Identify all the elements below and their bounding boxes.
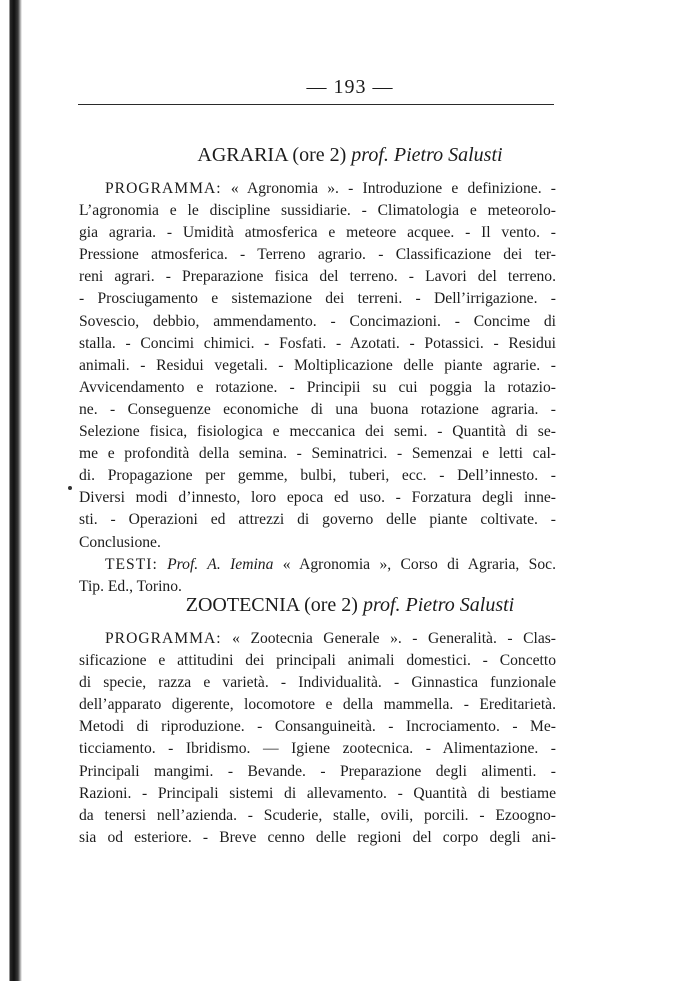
line-text: me e profondità della semina. - Seminatrici. - Semenzai e letti cal- xyxy=(79,445,556,463)
text-line xyxy=(79,783,556,805)
line-text: sti. - Operazioni ed attrezzi di governo delle piante coltivate. - xyxy=(79,511,556,529)
page-number: — 193 — xyxy=(306,76,394,98)
line-text: Tip. Ed., Torino. xyxy=(79,577,182,595)
line-text: Pressione atmosferica. - Terreno agrario. - Classificazione dei ter- xyxy=(79,246,556,264)
section-professor: prof. Pietro Salusti xyxy=(351,144,503,166)
text-line xyxy=(79,487,556,509)
line-text: L’agronomia e le discipline sussidiarie. - Climatologia e meteorolo- xyxy=(79,202,556,220)
line-text: da tenersi nell’azienda. - Scuderie, stalle, ovili, porcili. - Ezoogno- xyxy=(79,806,556,824)
text-line xyxy=(79,421,556,443)
text-line xyxy=(79,355,556,377)
line-text: ticciamento. - Ibridismo. — Igiene zootecnica. - Alimentazione. - xyxy=(79,740,556,758)
line-text: sia od esteriore. - Breve cenno delle regioni del corpo degli ani- xyxy=(79,828,556,846)
line-text: reni agrari. - Preparazione fisica del terreno. - Lavori del terreno. xyxy=(79,268,556,286)
text-line xyxy=(79,178,556,200)
header-rule xyxy=(78,104,554,105)
section-professor: prof. Pietro Salusti xyxy=(362,594,515,616)
author-name: Prof. A. Iemina xyxy=(167,555,274,573)
line-label: PROGRAMMA: xyxy=(105,630,222,647)
text-line xyxy=(79,738,556,760)
line-text: Sovescio, debbio, ammendamento. - Concimazioni. - Concime di xyxy=(79,312,556,330)
line-text: di. Propagazione per gemme, bulbi, tuberi, ecc. - Dell’innesto. - xyxy=(79,467,556,485)
line-text: « Zootecnia Generale ». - Generalità. - Clas- xyxy=(232,630,557,647)
text-line xyxy=(79,672,556,694)
line-text: « Agronomia », Corso di Agraria, Soc. xyxy=(282,555,556,573)
line-text: animali. - Residui vegetali. - Moltiplicazione delle piante agrarie. - xyxy=(79,356,556,374)
text-line xyxy=(79,650,556,672)
section-title-agraria xyxy=(0,144,700,167)
text-line xyxy=(79,266,556,288)
text-line xyxy=(79,333,556,355)
line-text: ne. - Conseguenze economiche di una buona rotazione agraria. - xyxy=(79,400,556,418)
line-text: Metodi di riproduzione. - Consanguineità. - Incrociamento. - Me- xyxy=(79,718,556,736)
section-body-zootecnia xyxy=(79,628,556,849)
text-line xyxy=(79,827,556,849)
text-line xyxy=(79,716,556,738)
text-line xyxy=(79,805,556,827)
section-body-agraria xyxy=(79,178,556,598)
line-label: PROGRAMMA: xyxy=(105,180,222,197)
line-text: dell’apparato digerente, locomotore e della mammella. - Ereditarietà. xyxy=(79,696,556,714)
text-line xyxy=(79,694,556,716)
line-text: Diversi modi d’innesto, loro epoca ed uso. - Forzatura degli inne- xyxy=(79,489,556,507)
line-text: gia agraria. - Umidità atmosferica e meteore acquee. - Il vento. - xyxy=(79,224,556,242)
text-line xyxy=(79,761,556,783)
line-text: Avvicendamento e rotazione. - Principii su cui poggia la rotazio- xyxy=(79,378,556,396)
text-line xyxy=(79,554,556,576)
text-line xyxy=(79,443,556,465)
text-line xyxy=(79,509,556,531)
line-text: Conclusione. xyxy=(79,533,161,551)
text-line xyxy=(79,311,556,333)
line-text: sificazione e attitudini dei principali animali domestici. - Concetto xyxy=(79,652,556,670)
section-title-zootecnia xyxy=(0,594,700,617)
line-text: « Agronomia ». - Introduzione e definizione. - xyxy=(230,180,556,197)
text-line xyxy=(79,628,556,650)
line-label: TESTI: xyxy=(105,555,158,573)
line-text: di specie, razza e varietà. - Individualità. - Ginnastica funzionale xyxy=(79,674,556,692)
text-line xyxy=(79,244,556,266)
text-line xyxy=(79,377,556,399)
margin-mark xyxy=(68,486,72,490)
line-text: Razioni. - Principali sistemi di allevamento. - Quantità di bestiame xyxy=(79,784,556,802)
section-subject: ZOOTECNIA (ore 2) xyxy=(185,594,358,616)
line-text: stalla. - Concimi chimici. - Fosfati. - Azotati. - Potassici. - Residui xyxy=(79,334,556,352)
text-line xyxy=(79,288,556,310)
text-line xyxy=(79,399,556,421)
text-line xyxy=(79,222,556,244)
line-text: - Prosciugamento e sistemazione dei terreni. - Dell’irrigazione. - xyxy=(79,290,556,308)
text-line xyxy=(79,532,556,554)
line-text: Principali mangimi. - Bevande. - Preparazione degli alimenti. - xyxy=(79,762,556,780)
text-line xyxy=(79,200,556,222)
section-subject: AGRARIA (ore 2) xyxy=(197,144,347,166)
line-text: Selezione fisica, fisiologica e meccanica dei semi. - Quantità di se- xyxy=(79,423,556,441)
text-line xyxy=(79,465,556,487)
